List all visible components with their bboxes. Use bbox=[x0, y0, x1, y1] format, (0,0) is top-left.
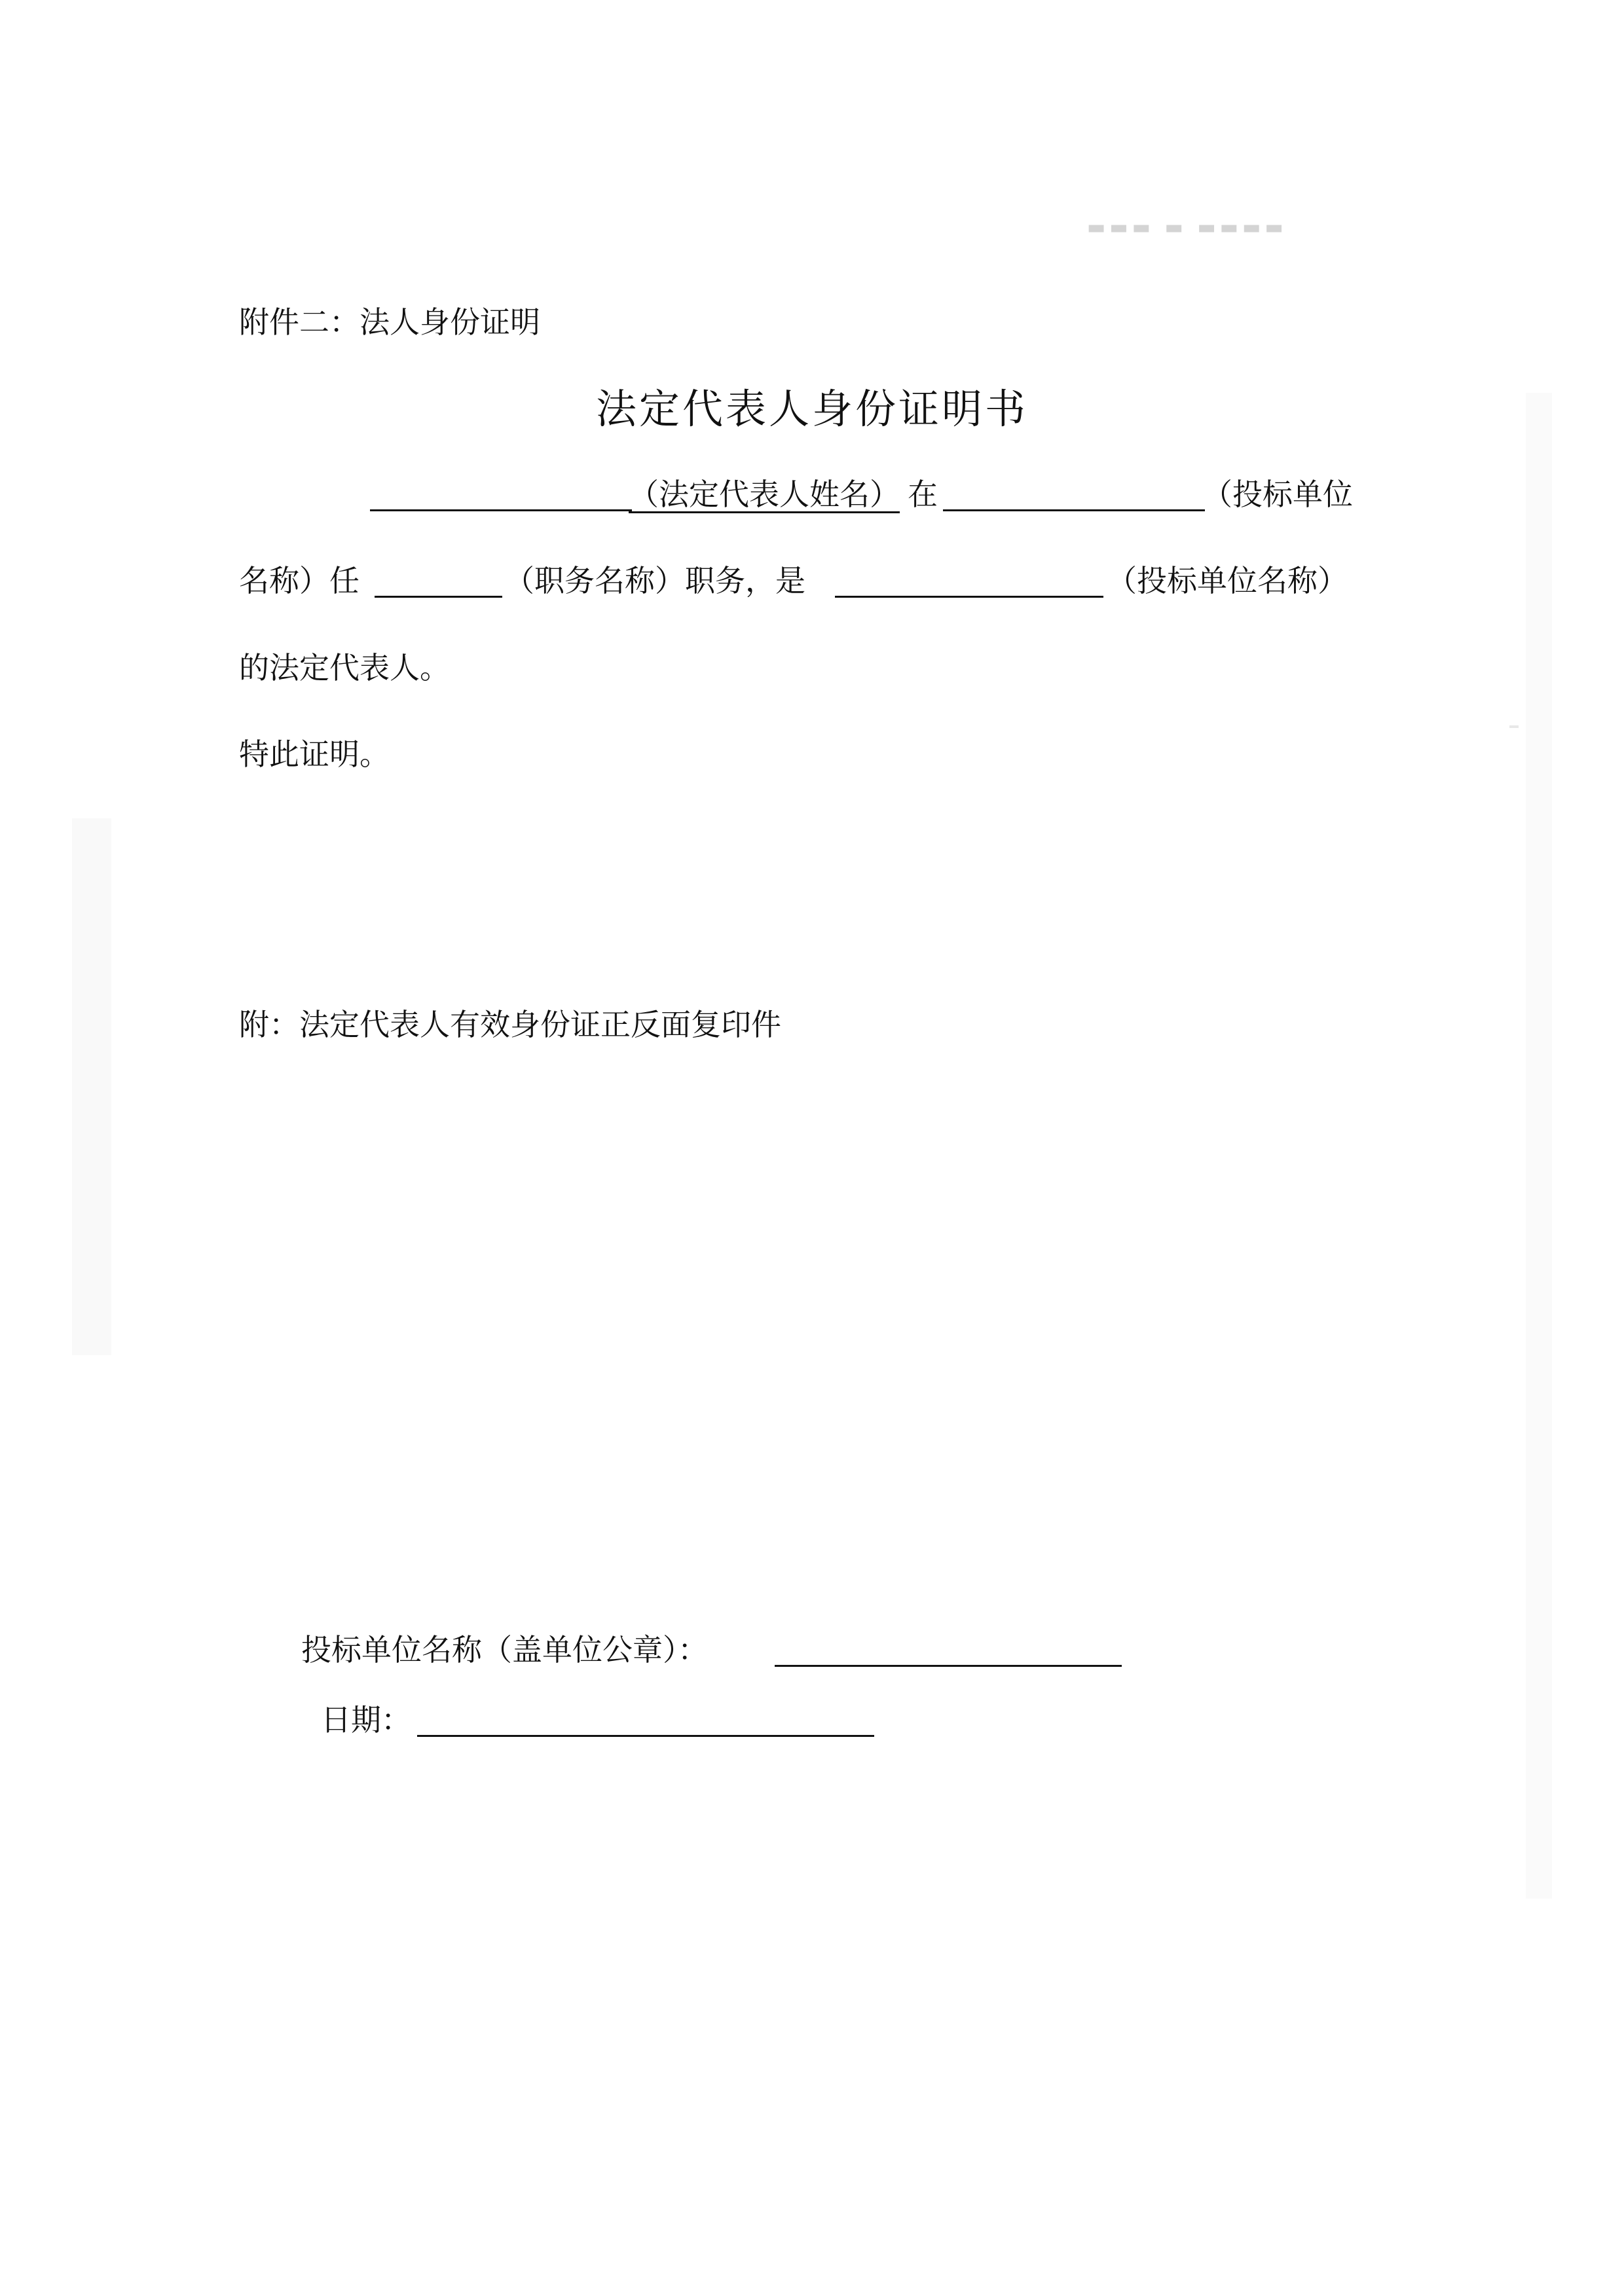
legal-rep-text: 的法定代表人。 bbox=[239, 650, 450, 685]
date-label: 日期： bbox=[321, 1702, 411, 1738]
scan-dot bbox=[1509, 725, 1519, 728]
position-hint: （职务名称）职务，是 bbox=[504, 563, 805, 598]
unit-blank-2 bbox=[835, 596, 1103, 598]
at-text: 在 bbox=[908, 477, 938, 512]
attachment-note: 附：法定代表人有效身份证正反面复印件 bbox=[239, 1007, 781, 1042]
scan-shadow-right bbox=[1526, 393, 1552, 1899]
date-blank bbox=[417, 1735, 874, 1737]
name-hint: （法定代表人姓名） bbox=[629, 477, 900, 512]
scan-shadow-left bbox=[72, 818, 111, 1355]
ghost-scan-text: ▬▬▬ ▬ ▬▬▬▬ bbox=[1087, 216, 1287, 239]
certification-text: 特此证明。 bbox=[239, 737, 390, 772]
unit-hint-2: （投标单位名称） bbox=[1107, 563, 1348, 598]
document-title: 法定代表人身份证明书 bbox=[595, 385, 1028, 433]
unit-blank-1 bbox=[943, 509, 1205, 511]
name-blank bbox=[370, 509, 632, 511]
unit-seal-label: 投标单位名称（盖单位公章）： bbox=[301, 1632, 708, 1667]
unit-hint-end: 名称）任 bbox=[239, 563, 360, 598]
unit-seal-blank bbox=[775, 1665, 1122, 1667]
unit-hint-start: （投标单位 bbox=[1202, 477, 1353, 512]
position-blank bbox=[375, 596, 502, 598]
attachment-heading: 附件二：法人身份证明 bbox=[239, 304, 540, 340]
